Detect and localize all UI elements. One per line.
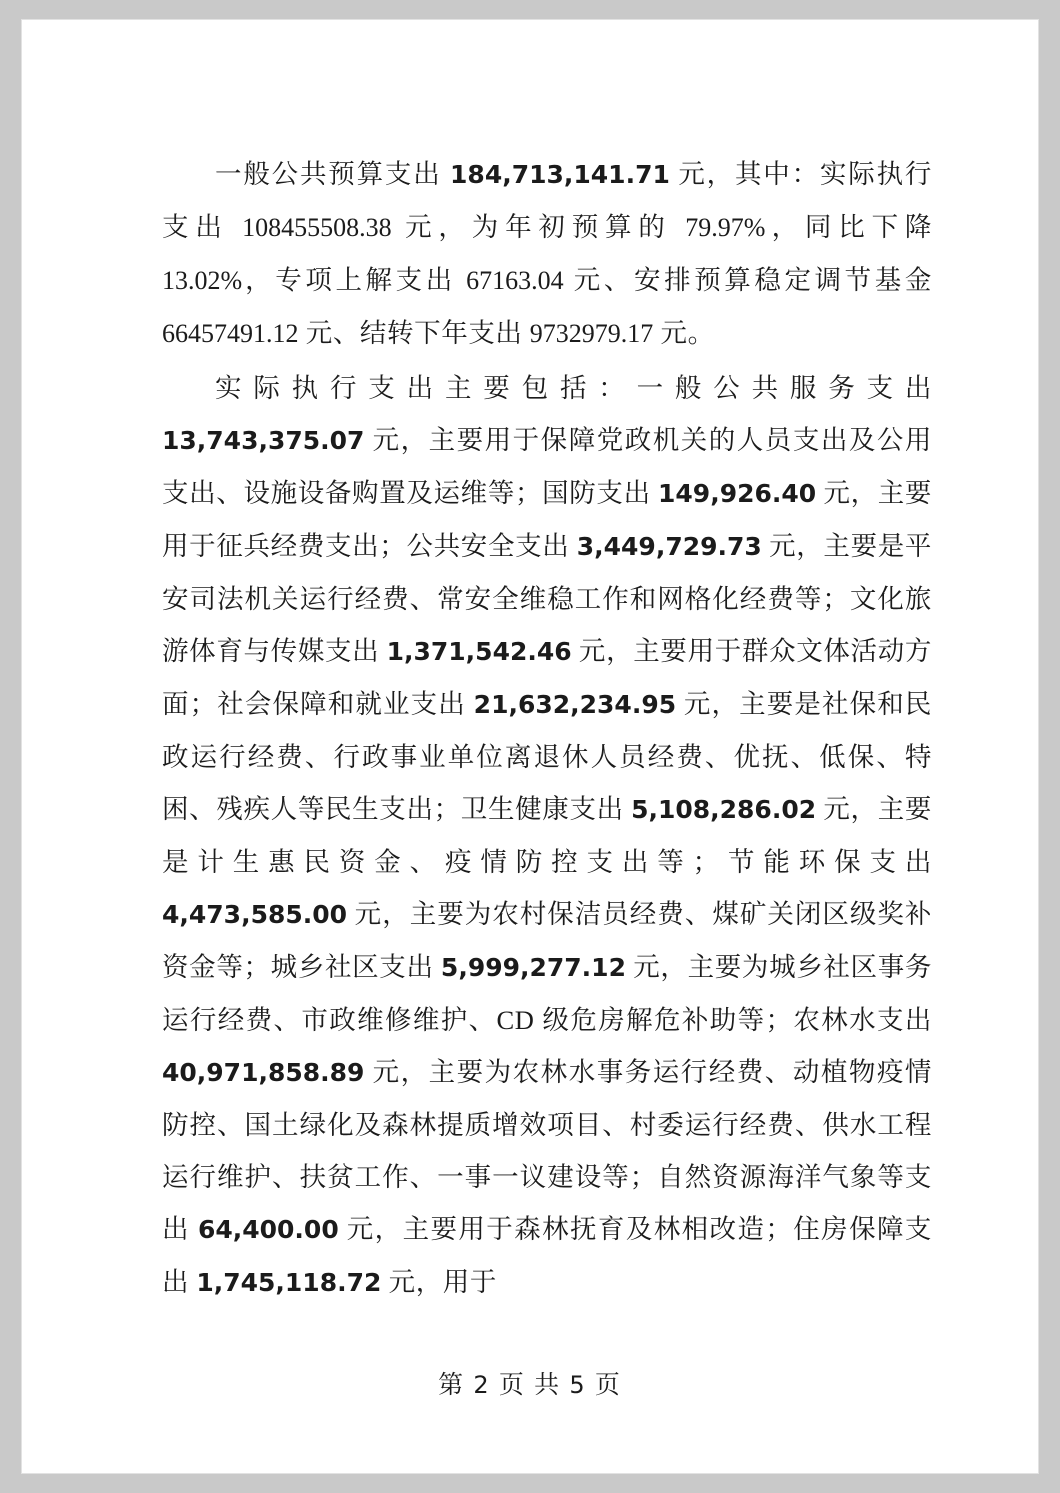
inline-figure: 21,632,234.95 [473,690,677,719]
inline-figure: 3,449,729.73 [576,532,762,561]
inline-figure: 4,473,585.00 [162,900,348,929]
footer-suffix: 页 [594,1372,622,1399]
inline-figure: 1,371,542.46 [386,637,572,666]
page-footer [22,1365,1038,1401]
footer-page-number: 2 [473,1371,491,1399]
inline-figure: 5,999,277.12 [440,953,626,982]
paragraph-expenditure-breakdown: 实际执行支出主要包括：一般公共服务支出 13,743,375.07 元，主要用于保障党政机关的人员支出及公用支出、设施设备购置及运维等；国防支出 149,926.40 元，主要用于征兵经费支出；公共安全支出 3,449,729.73 元，主要是平安司法机关运行经费、常安全维稳工作和网格化经费等；文化旅游体育与传媒支出 1,371,542.46 元，主要用于群众文体活动方面；社会保障和就业支出 21,632,234.95 元，主要是社保和民政运行经费、行政事业单位离退休人员经费、优抚、低保、特困、残疾人等民生支出；卫生健康支出 5,108,286.02 元，主要是计生惠民资金、疫情防控支出等；节能环保支出 4,473,585.00 元，主要为农村保洁员经费、煤矿关闭区级奖补资金等；城乡社区支出 5,999,277.12 元，主要为城乡社区事务运行经费、市政维修维护、CD 级危房解危补助等；农林水支出 40,971,858.89 元，主要为农林水事务运行经费、动植物疫情防控、国土绿化及森林提质增效项目、村委运行经费、供水工程运行维护、扶贫工作、一事一议建设等；自然资源海洋气象等支出 64,400.00 元，主要用于森林抚育及林相改造；住房保障支出 1,745,118.72 元，用于 [162,373,933,1297]
inline-figure: 184,713,141.71 [450,160,670,189]
inline-figure: 1,745,118.72 [196,1268,382,1297]
inline-figure: 67163.04 [466,266,564,295]
document-body [162,148,932,1311]
inline-figure: 149,926.40 [658,479,817,508]
inline-figure: 108455508.38 [242,213,392,242]
inline-figure: 40,971,858.89 [162,1058,365,1087]
inline-figure: 9732979.17 [529,319,654,348]
inline-figure: 66457491.12 [162,319,299,348]
inline-figure: 79.97% [685,213,766,242]
inline-figure: 13.02% [162,266,243,295]
footer-prefix: 第 [438,1372,466,1399]
inline-figure: 13,743,375.07 [162,426,365,455]
inline-figure: 64,400.00 [197,1215,339,1244]
footer-middle: 页 共 [498,1372,562,1399]
paragraph-budget-expenditure: 一般公共预算支出 184,713,141.71 元，其中：实际执行支出 108455508.38 元，为年初预算的 79.97%，同比下降 13.02%，专项上解支出 67163.04 元、安排预算稳定调节基金 66457491.12 元、结转下年支出 9732979.17 元。 [162,159,933,348]
inline-figure: 5,108,286.02 [631,795,817,824]
footer-total-pages: 5 [569,1371,587,1399]
document-page [21,19,1039,1474]
